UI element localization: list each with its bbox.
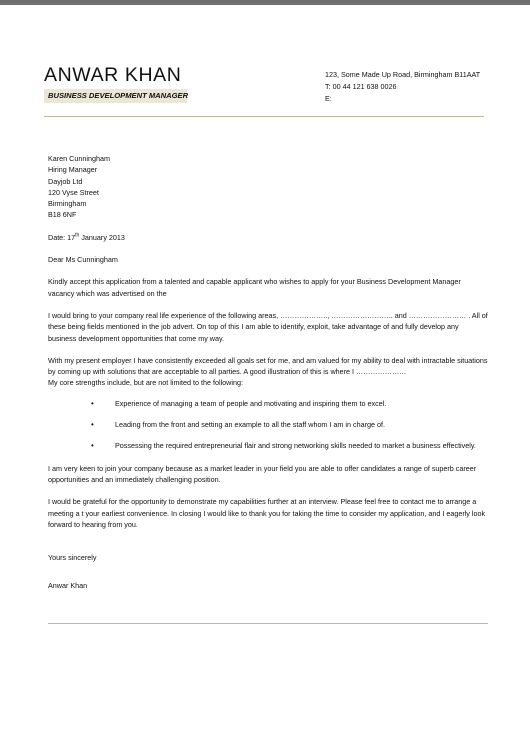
paragraph-achievements: With my present employer I have consistently exceeded all goals set for me, and am valued for my ability to deal with intractable situations by coming up with solutions that are acceptable to all parties. A good illustration of this is where I ………………… [48, 355, 488, 377]
bullet-icon: • [91, 441, 94, 451]
job-title-banner [44, 89, 187, 103]
paragraph-experience: I would bring to your company real life experience of the following areas, ……………….., …………………….. and …………………… . All of these being fields mentioned in the job advert. On top of this I am able to identify, exploit, take advantage of and fully develop any business development opportunities that come my way. [48, 310, 488, 343]
paragraph-intro: Kindly accept this application from a talented and capable applicant who wishes to apply for your Business Development Manager vacancy which was advertised on the [48, 277, 461, 298]
recipient-role: Hiring Manager [48, 165, 98, 175]
recipient-city: Birmingham [48, 199, 87, 209]
recipient-address [48, 153, 488, 221]
salutation: Dear Ms Cunningham [48, 255, 118, 265]
contact-address: 123, Some Made Up Road, Birmingham B11AAT [325, 70, 481, 79]
strength-text: Possessing the required entrepreneurial flair and strong networking skills needed to market a business effectively. [115, 441, 476, 451]
applicant-name: ANWAR KHAN [44, 64, 182, 86]
contact-details [325, 69, 480, 105]
letter-body [48, 153, 488, 592]
letter-date [48, 232, 488, 243]
header-divider [44, 116, 484, 117]
recipient-postcode: B18 6NF [48, 210, 77, 220]
paragraph-motivation: I am very keen to join your company because as a market leader in your field you are able to offer candidates a range of superb career opportunities and an immediately challenging position. [48, 463, 477, 484]
bullet-icon: • [91, 420, 94, 430]
date-rest: January 2013 [79, 232, 125, 242]
date-prefix: Date: 17 [48, 232, 76, 242]
job-title: BUSINESS DEVELOPMENT MANAGER [48, 91, 189, 100]
bullet-icon: • [91, 398, 94, 408]
contact-phone: T: 00 44 121 638 0026 [325, 82, 397, 91]
footer-divider [48, 623, 488, 624]
recipient-street: 120 Vyse Street [48, 187, 99, 197]
list-item [48, 440, 488, 451]
strengths-list [48, 398, 488, 452]
signature-name: Anwar Khan [48, 581, 88, 591]
list-item [48, 398, 488, 409]
closing-phrase: Yours sincerely [48, 553, 97, 563]
recipient-company: Dayjob Ltd [48, 176, 83, 186]
date-suffix: th [75, 232, 80, 239]
list-item [48, 419, 488, 430]
contact-email: E: [325, 94, 332, 103]
paragraph-closing: I would be grateful for the opportunity to demonstrate my capabilities further at an interview. Please feel free to contact me to arrange a meeting a t your earliest convenience. In closing I would like to thank you for taking the time to consider my application, and I eagerly look forward to hearing from you. [48, 497, 486, 529]
strength-text: Experience of managing a team of people and motivating and inspiring them to excel. [115, 398, 387, 408]
recipient-name: Karen Cunningham [48, 154, 110, 163]
top-border-bar [0, 0, 530, 5]
paragraph-strengths-intro: My core strengths include, but are not limited to the following: [48, 378, 243, 388]
strength-text: Leading from the front and setting an example to all the staff whom I am in charge of. [115, 420, 385, 430]
